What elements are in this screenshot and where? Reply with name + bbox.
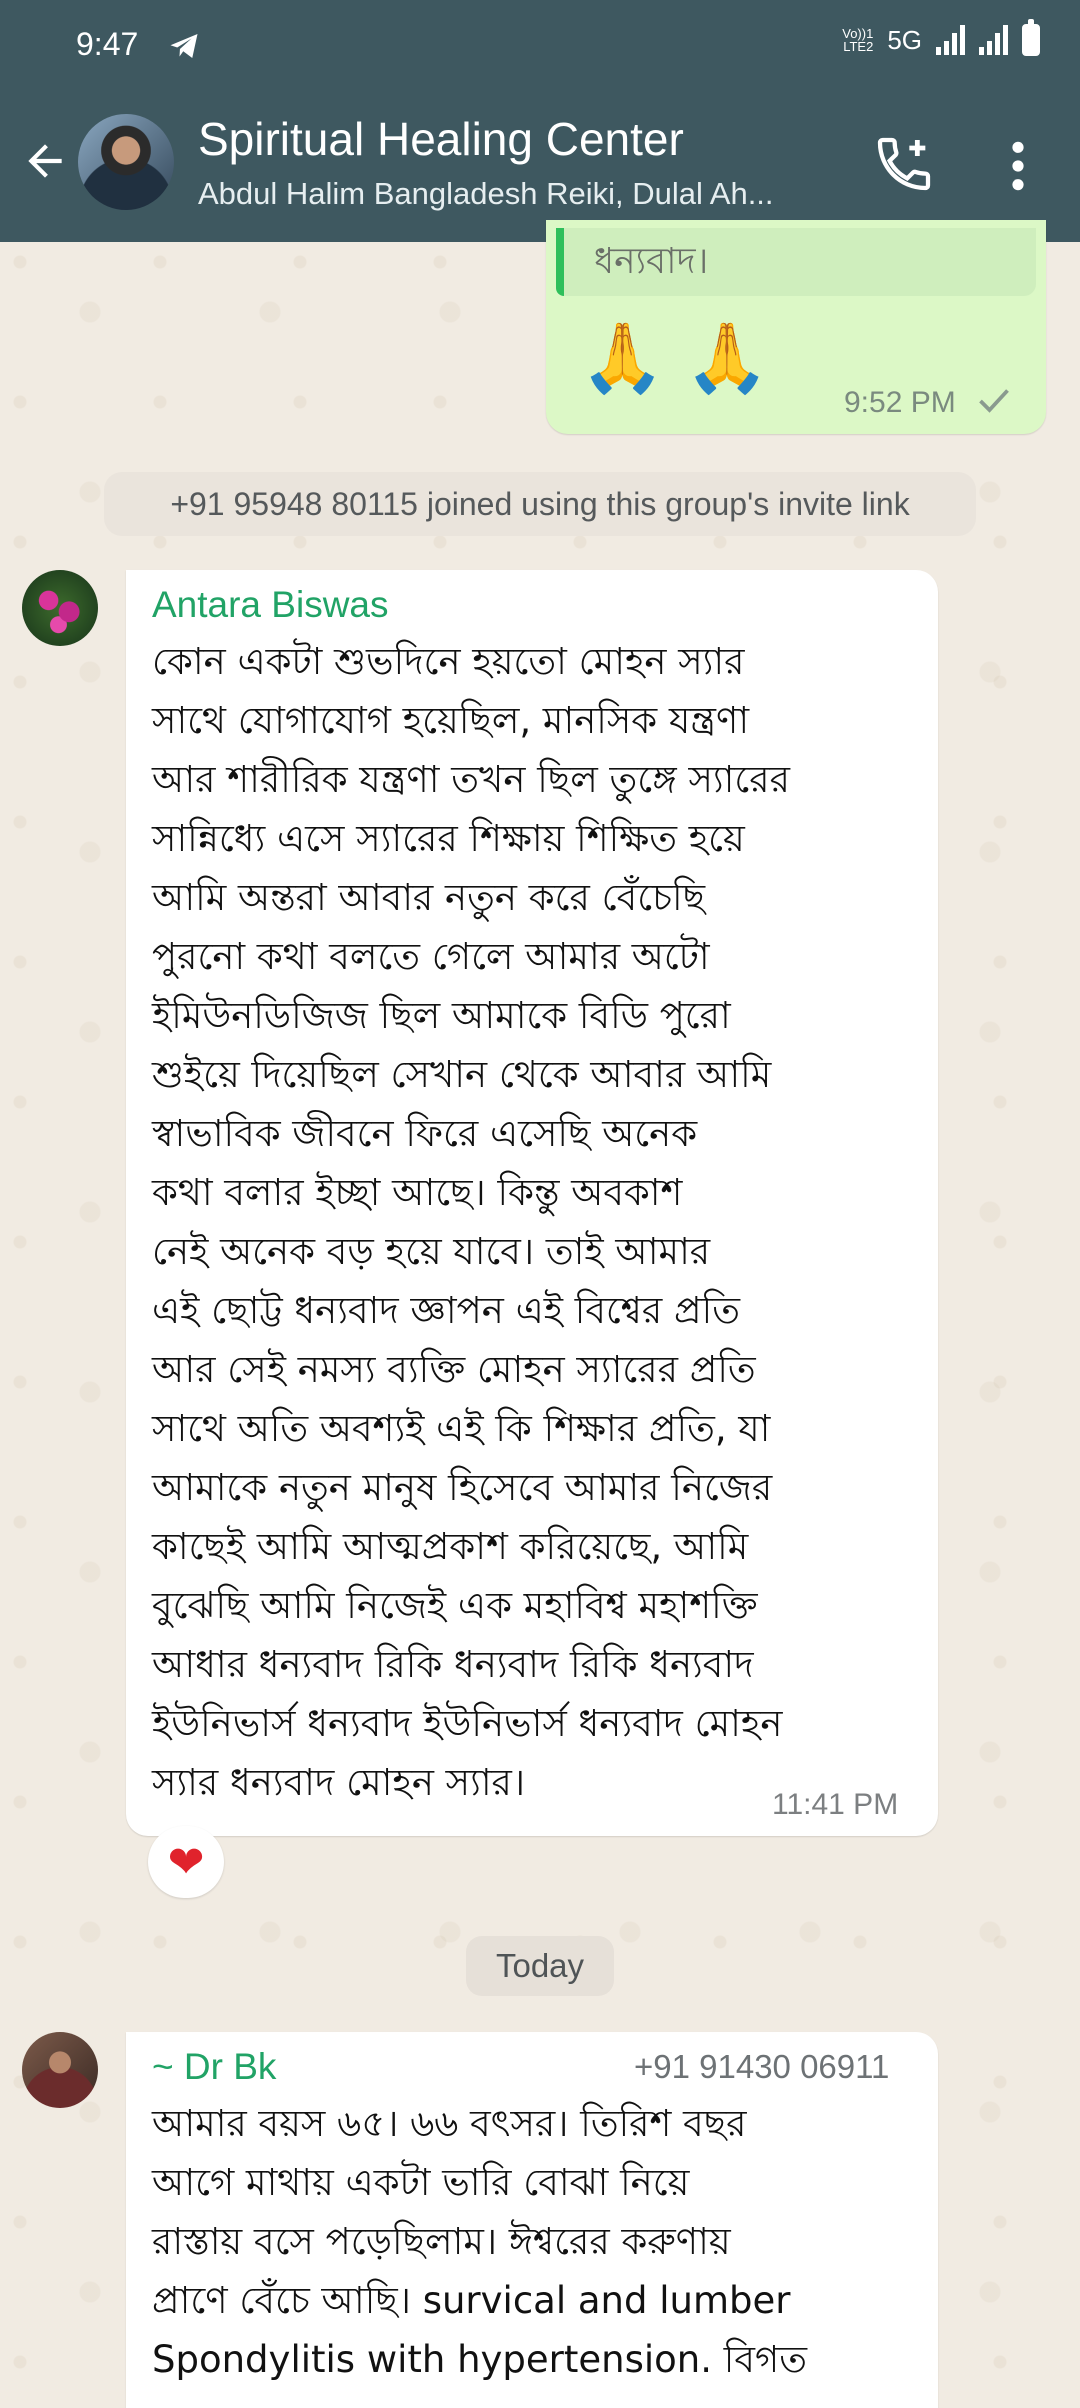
sender-phone[interactable]: +91 91430 06911 — [634, 2048, 890, 2085]
sender-avatar[interactable] — [22, 570, 98, 646]
group-members[interactable]: Abdul Halim Bangladesh Reiki, Dulal Ah... — [198, 176, 774, 211]
heart-icon: ❤ — [167, 1836, 205, 1888]
date-separator: Today — [466, 1936, 614, 1996]
status-bar — [0, 0, 1080, 88]
signal-icon — [936, 25, 965, 55]
message-time: 9:52 PM — [844, 386, 956, 419]
more-options-icon[interactable] — [1000, 138, 1036, 194]
system-message: +91 95948 80115 joined using this group's invite link — [104, 472, 976, 536]
network-type: 5G — [887, 24, 922, 55]
add-call-icon[interactable] — [872, 132, 936, 196]
heart-reaction[interactable] — [148, 1826, 224, 1898]
message-body: আমার বয়স ৬৫। ৬৬ বৎসর। তিরিশ বছর আগে মাথায় একটা ভারি বোঝা নিয়ে রাস্তায় বসে পড়েছিলাম। ঈশ্বরের করুণায় প্রাণে বেঁচে আছি। survical and lumber Spondylitis with hypertension. বিগত — [152, 2102, 807, 2381]
back-arrow-icon[interactable] — [20, 136, 70, 186]
praying-hands-emoji: 🙏🙏 — [580, 319, 790, 398]
group-title[interactable]: Spiritual Healing Center — [198, 113, 684, 165]
chat-header — [0, 0, 1080, 242]
status-time: 9:47 — [76, 26, 139, 62]
sender-name[interactable]: Antara Biswas — [152, 584, 389, 625]
signal-icon-2 — [979, 25, 1008, 55]
quoted-text: ধন্যবাদ। — [594, 241, 709, 282]
message-body: কোন একটা শুভদিনে হয়তো মোহন স্যার সাথে যোগাযোগ হয়েছিল, মানসিক যন্ত্রণা আর শারীরিক যন্ত্রণা তখন ছিল তুঙ্গে স্যারের সান্নিধ্যে এসে স্যারের শিক্ষায় শিক্ষিত হয়ে আমি অন্তরা আবার নতুন করে বেঁচেছি পুরনো কথা বলতে গেলে আমার অটো ইমিউনডিজিজ ছিল আমাকে বিডি পুরো শুইয়ে দিয়েছিল সেখান থেকে আবার আমি স্বাভাবিক জীবনে ফিরে এসেছি অনেক কথা বলার ইচ্ছা আছে। কিন্তু অবকাশ নেই অনেক বড় হয়ে যাবে। তাই আমার এই ছোট্ট ধন্যবাদ জ্ঞাপন এই বিশ্বের প্রতি আর সেই নমস্য ব্যক্তি মোহন স্যারের প্রতি সাথে অতি অবশ্যই এই কি শিক্ষার প্রতি, যা আমাকে নতুন মানুষ হিসেবে আমার নিজের কাছেই আমি আত্মপ্রকাশ করিয়েছে, আমি বুঝেছি আমি নিজেই এক মহাবিশ্ব মহাশক্তি আধার ধন্যবাদ রিকি ধন্যবাদ রিকি ধন্যবাদ ইউনিভার্স ধন্যবাদ ইউনিভার্স ধন্যবাদ মোহন স্যার ধন্যবাদ মোহন স্যার। — [152, 640, 790, 1804]
volte-indicator: Vo))1 LTE2 — [842, 26, 874, 54]
sender-name[interactable]: ~ Dr Bk — [152, 2046, 277, 2087]
telegram-icon — [166, 28, 202, 64]
battery-icon — [1022, 24, 1040, 56]
quoted-message[interactable] — [556, 228, 1036, 296]
sender-avatar[interactable] — [22, 2032, 98, 2108]
sent-check-icon — [976, 386, 1012, 416]
group-avatar[interactable] — [78, 114, 174, 210]
status-indicators — [842, 24, 1040, 56]
message-time: 11:41 PM — [772, 1788, 899, 1821]
